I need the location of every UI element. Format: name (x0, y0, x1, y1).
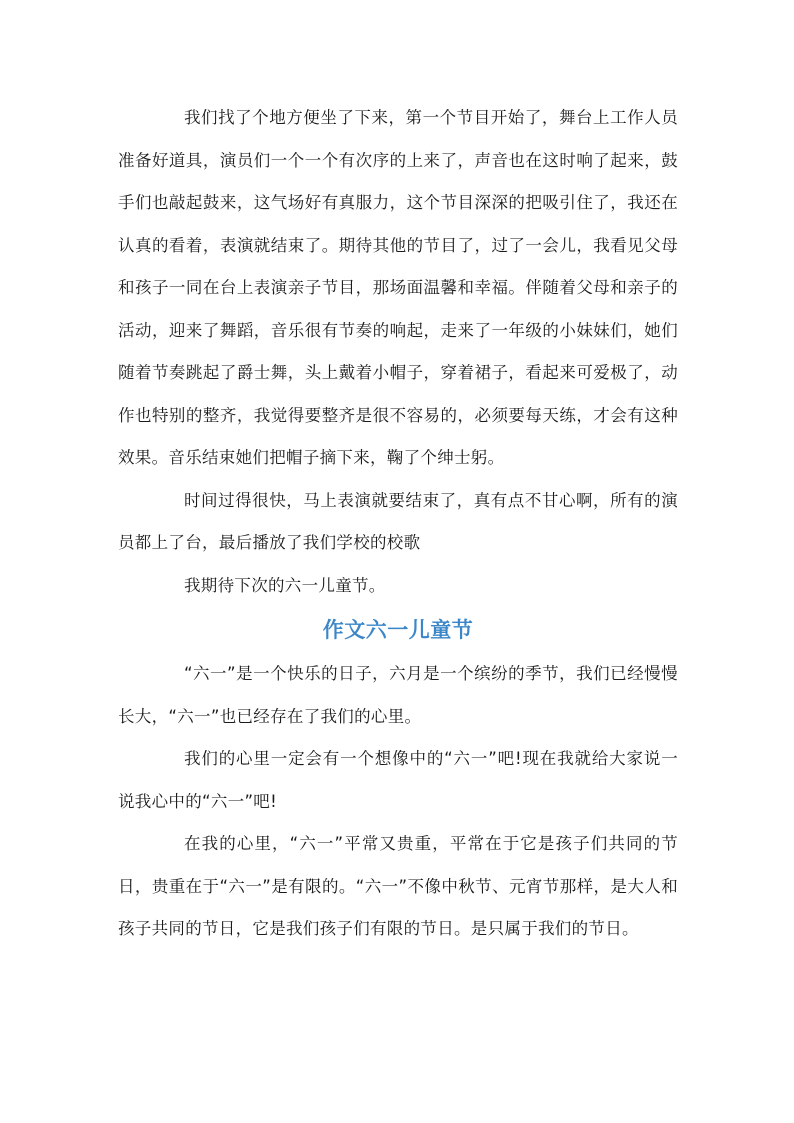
paragraph-performances: 我们找了个地方便坐了下来，第一个节目开始了，舞台上工作人员准备好道具，演员们一个一个有次序的上来了，声音也在这时响了起来，鼓手们也敲起鼓来，这气场好有真服力，这个节目深深的把吸引住了，我还在认真的看着，表演就结束了。期待其他的节目了，过了一会儿，我看见父母和孩子一同在台上表演亲子节目，那场面温馨和幸福。伴随着父母和亲子的活动，迎来了舞蹈，音乐很有节奏的响起，走来了一年级的小妹妹们，她们随着节奏跳起了爵士舞，头上戴着小帽子，穿着裙子，看起来可爱极了，动作也特别的整齐，我觉得要整齐是很不容易的，必须要每天练，才会有这种效果。音乐结束她们把帽子摘下来，鞠了个绅士躬。 (118, 108, 678, 467)
document-body (118, 97, 678, 951)
paragraph-imagination: 我们的心里一定会有一个想像中的“六一”吧!现在我就给大家说一说我心中的“六一”吧! (118, 749, 678, 811)
paragraph-ending: 时间过得很快，马上表演就要结束了，真有点不甘心啊，所有的演员都上了台，最后播放了我们学校的校歌 (118, 490, 678, 552)
paragraph-happy-day: “六一”是一个快乐的日子，六月是一个缤纷的季节，我们已经慢慢长大，“六一”也已经存在了我们的心里。 (118, 664, 678, 726)
paragraph-precious: 在我的心里，“六一”平常又贵重，平常在于它是孩子们共同的节日，贵重在于“六一”是有限的。“六一”不像中秋节、元宵节那样，是大人和孩子共同的节日，它是我们孩子们有限的节日。是只属于我们的节日。 (118, 834, 678, 938)
section-title: 作文六一儿童节 (322, 618, 474, 642)
paragraph-looking-forward: 我期待下次的六一儿童节。 (184, 575, 386, 595)
